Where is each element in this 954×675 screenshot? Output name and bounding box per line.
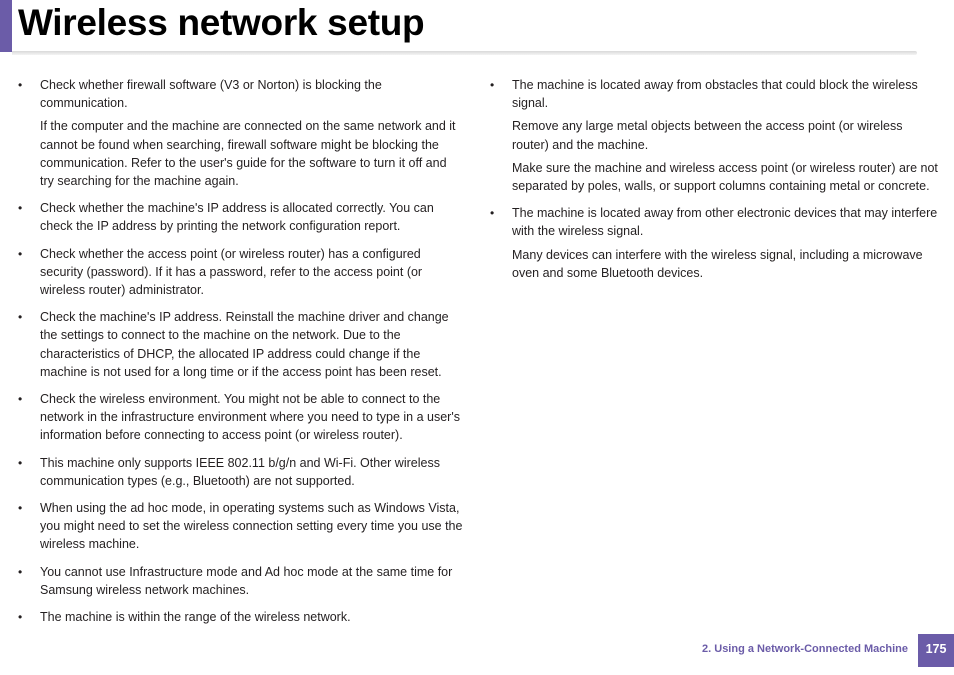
- bullet-marker: •: [18, 78, 23, 92]
- list-item: [18, 499, 463, 554]
- bullet-marker: •: [18, 501, 23, 516]
- list-item: [18, 199, 463, 235]
- list-item-text: Check the machine's IP address. Reinstall the machine driver and change the settings to connect to the machine on the network. Due to the characteristics of DHCP, the allocated IP address could change if the machine is not used for a long time or if the access point has been reset.: [40, 310, 449, 379]
- list-item: [18, 454, 463, 490]
- list-item-text: This machine only supports IEEE 802.11 b/g/n and Wi-Fi. Other wireless communication types (e.g., Bluetooth) are not supported.: [40, 455, 440, 488]
- list-item-text: You cannot use Infrastructure mode and Ad hoc mode at the same time for Samsung wireless network machines.: [40, 564, 453, 597]
- page-number-badge: 175: [918, 634, 954, 667]
- bullet-marker: •: [18, 564, 23, 579]
- bullet-marker: •: [18, 201, 23, 216]
- bullet-marker: •: [18, 392, 23, 407]
- chapter-label: 2. Using a Network-Connected Machine: [702, 643, 908, 655]
- list-item: [18, 563, 463, 599]
- bullet-marker: •: [18, 610, 23, 625]
- list-item: [18, 245, 463, 300]
- list-item-detail: If the computer and the machine are connected on the same network and it cannot be found when searching, firewall software might be blocking the communication. Refer to the user's guide for the software to turn it off and try searching for the machine again.: [40, 119, 456, 189]
- list-item-text: Check whether the access point (or wireless router) has a configured security (password). If it has a password, refer to the access point (or wireless router) administrator.: [40, 246, 423, 298]
- list-item: [18, 390, 463, 445]
- list-item: [18, 608, 463, 626]
- bullet-marker: •: [18, 246, 23, 261]
- list-item: [18, 76, 463, 190]
- list-item: [490, 76, 940, 195]
- left-column: [18, 76, 463, 635]
- bullet-marker: •: [18, 310, 23, 325]
- list-item-text: When using the ad hoc mode, in operating systems such as Windows Vista, you might need to set the wireless connection setting every time you use the wireless machine.: [40, 501, 463, 552]
- list-item-text: Check the wireless environment. You might not be able to connect to the network in the infrastructure environment where you need to type in a user's information before connecting to access point (or wireless router).: [40, 392, 460, 443]
- list-item: [490, 204, 940, 282]
- list-item-text: Check whether firewall software (V3 or Norton) is blocking the communication.: [40, 78, 382, 111]
- list-item-detail: Many devices can interfere with the wireless signal, including a microwave oven and some Bluetooth devices.: [512, 247, 923, 280]
- list-item-text: The machine is located away from obstacles that could block the wireless signal.: [512, 78, 918, 111]
- bullet-marker: •: [18, 455, 23, 470]
- list-item: [18, 308, 463, 381]
- list-item-text: The machine is located away from other electronic devices that may interfere with the wireless signal.: [512, 206, 938, 239]
- title-accent-bar: [0, 0, 12, 52]
- right-column: [490, 76, 940, 291]
- title-underline: [12, 51, 917, 55]
- bullet-marker: •: [490, 78, 495, 92]
- list-item-detail: Make sure the machine and wireless access point (or wireless router) are not separated by poles, walls, or support columns containing metal or concrete.: [512, 160, 938, 194]
- bullet-marker: •: [490, 206, 495, 221]
- list-item-detail: Remove any large metal objects between the access point (or wireless router) and the machine.: [512, 119, 903, 152]
- page-title: Wireless network setup: [18, 2, 425, 43]
- list-item-text: The machine is within the range of the wireless network.: [40, 610, 351, 625]
- list-item-text: Check whether the machine's IP address is allocated correctly. You can check the IP address by printing the network configuration report.: [40, 201, 434, 234]
